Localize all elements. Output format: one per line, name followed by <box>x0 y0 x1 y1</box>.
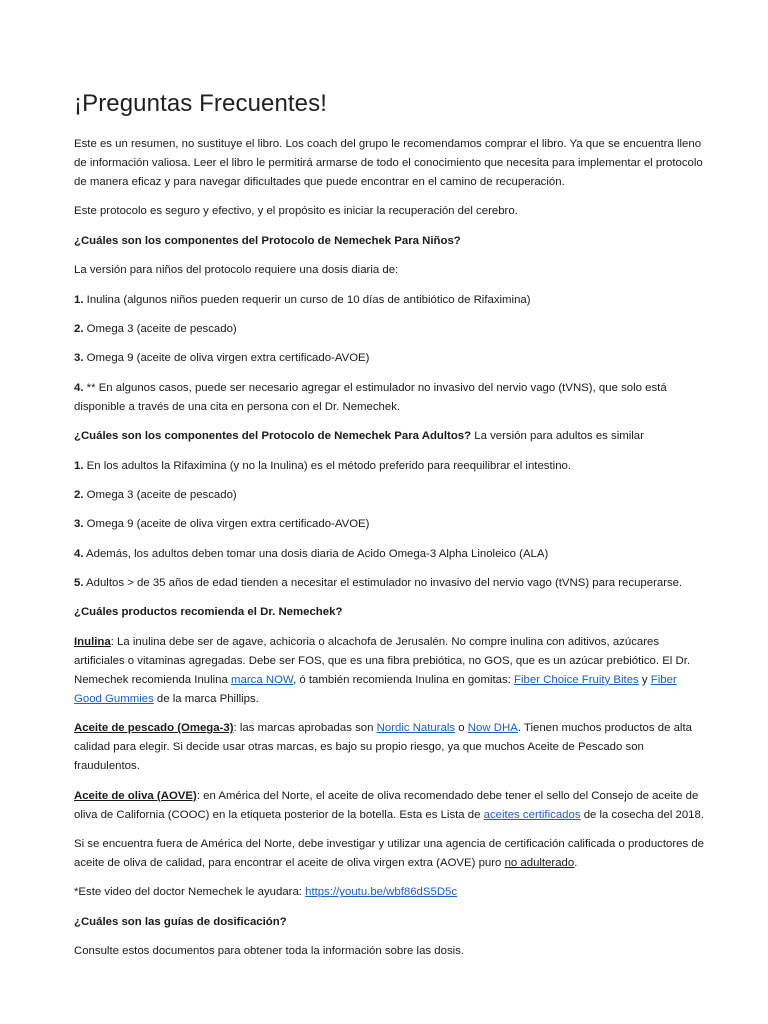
adults-item-3-num: 3. <box>74 518 84 531</box>
kids-item-4-num: 4. <box>74 381 84 394</box>
no-adulterado: no adulterado <box>504 857 575 870</box>
adults-item-5-num: 5. <box>74 577 84 590</box>
adults-item-3 <box>74 515 706 534</box>
pescado-text-2: o <box>455 722 468 735</box>
oliva-text-1: : en América del Norte, el aceite de oliva recomendado debe tener el sello del Consejo de aceite de oliva de California (COOC) en la etiqueta posterior de la botella. Esta es Lista de <box>74 789 699 821</box>
kids-item-1-num: 1. <box>74 293 84 306</box>
adults-item-2-num: 2. <box>74 488 84 501</box>
fiber-good-link[interactable]: Fiber Good Gummies <box>74 673 677 705</box>
inulina-label: Inulina <box>74 635 111 648</box>
kids-item-1-text: Inulina (algunos niños pueden requerir un curso de 10 días de antibiótico de Rifaximina) <box>83 293 531 306</box>
dosing-question: ¿Cuáles son las guías de dosificación? <box>74 915 287 928</box>
kids-item-3-num: 3. <box>74 352 84 365</box>
inulina-paragraph <box>74 633 706 709</box>
kids-item-3 <box>74 349 706 368</box>
outside-paragraph <box>74 835 706 873</box>
inulina-text-2: , ó también recomienda Inulina en gomitas: <box>293 673 515 686</box>
kids-item-2-num: 2. <box>74 322 84 335</box>
adults-question-bold: ¿Cuáles son los componentes del Protocolo de Nemechek Para Adultos? <box>74 430 472 443</box>
adults-item-5 <box>74 574 706 593</box>
kids-item-2 <box>74 320 706 339</box>
nordic-naturals-link[interactable]: Nordic Naturals <box>376 722 456 735</box>
adults-item-1-num: 1. <box>74 459 84 472</box>
adults-item-4-num: 4. <box>74 547 84 560</box>
outside-text-1: Si se encuentra fuera de América del Norte, debe investigar y utilizar una agencia de certificación calificada o productores de aceite de oliva de calidad, para encontrar el aceite de oliva virgen extra (AOVE) puro <box>74 838 705 870</box>
kids-item-4 <box>74 379 706 417</box>
kids-item-4-text: ** En algunos casos, puede ser necesario agregar el estimulador no invasivo del nervio vago (tVNS), que solo está disponible a través de una cita en persona con el Dr. Nemechek. <box>74 381 667 413</box>
pescado-text-1: : las marcas aprobadas son <box>233 722 377 735</box>
adults-item-5-text: Adultos > de 35 años de edad tienden a necesitar el estimulador no invasivo del nervio vago (tVNS) para recuperarse. <box>83 577 683 590</box>
pescado-paragraph <box>74 719 706 776</box>
video-text: *Este video del doctor Nemechek le ayudara: <box>74 886 306 899</box>
dosing-text: Consulte estos documentos para obtener toda la información sobre las dosis. <box>74 945 465 958</box>
fiber-choice-link[interactable]: Fiber Choice Fruity Bites <box>514 673 639 686</box>
kids-question: ¿Cuáles son los componentes del Protocolo de Nemechek Para Niños? <box>74 234 461 247</box>
safety-paragraph: Este protocolo es seguro y efectivo, y el propósito es iniciar la recuperación del cerebro. <box>74 205 518 218</box>
now-dha-link[interactable]: Now DHA <box>467 722 518 735</box>
adults-question <box>74 427 706 446</box>
kids-item-3-text: Omega 9 (aceite de oliva virgen extra certificado-AVOE) <box>83 352 370 365</box>
kids-item-2-text: Omega 3 (aceite de pescado) <box>83 322 237 335</box>
kids-intro: La versión para niños del protocolo requiere una dosis diaria de: <box>74 264 399 277</box>
certified-oils-link[interactable]: aceites certificados <box>483 808 581 821</box>
pescado-text-3: . Tienen muchos productos de alta calidad para elegir. Si decide usar otras marcas, es bajo su propio riesgo, ya que muchos Aceite de Pescado son fraudulentos. <box>74 722 692 773</box>
inulina-text-1: : La inulina debe ser de agave, achicoria o alcachofa de Jerusalén. No compre inulina con aditivos, azúcares artificiales o vitaminas agregadas. Debe ser FOS, que es una fibra prebiótica, no GOS, que es un azúcar prebiótico. El Dr. Nemechek recomienda Inulina <box>74 635 691 686</box>
intro-paragraph: Este es un resumen, no sustituye el libro. Los coach del grupo le recomendamos comprar el libro. Ya que se encuentra lleno de información valiosa. Leer el libro le permitirá armarse de todo el conocimiento que necesita para implementar el protocolo de manera eficaz y para navegar dificultades que puede encontrar en el camino de recuperación. <box>74 138 703 188</box>
kids-item-1 <box>74 291 706 310</box>
adults-item-3-text: Omega 9 (aceite de oliva virgen extra certificado-AVOE) <box>83 518 370 531</box>
adults-item-4 <box>74 545 706 564</box>
oliva-paragraph <box>74 787 706 825</box>
products-question: ¿Cuáles productos recomienda el Dr. Nemechek? <box>74 606 343 619</box>
pescado-label: Aceite de pescado (Omega-3) <box>74 722 234 735</box>
adults-item-2 <box>74 486 706 505</box>
now-inulin-link[interactable]: marca NOW <box>231 673 294 686</box>
inulina-text-4: de la marca Phillips. <box>153 692 259 705</box>
adults-item-1 <box>74 457 706 476</box>
inulina-text-3: y <box>638 673 651 686</box>
page-title: ¡Preguntas Frecuentes! <box>74 90 327 117</box>
youtube-video-link[interactable]: https://youtu.be/wbf86dS5D5c <box>305 886 458 899</box>
outside-text-2: . <box>574 857 578 870</box>
adults-item-2-text: Omega 3 (aceite de pescado) <box>83 488 237 501</box>
document-body <box>74 135 706 972</box>
oliva-text-2: de la cosecha del 2018. <box>580 808 705 821</box>
adults-item-4-text: Además, los adultos deben tomar una dosis diaria de Acido Omega-3 Alpha Linoleico (ALA) <box>83 547 549 560</box>
video-paragraph <box>74 883 706 902</box>
adults-item-1-text: En los adultos la Rifaximina (y no la Inulina) es el método preferido para reequilibrar el intestino. <box>83 459 572 472</box>
adults-question-tail: La versión para adultos es similar <box>471 430 644 443</box>
oliva-label: Aceite de oliva (AOVE) <box>74 789 197 802</box>
